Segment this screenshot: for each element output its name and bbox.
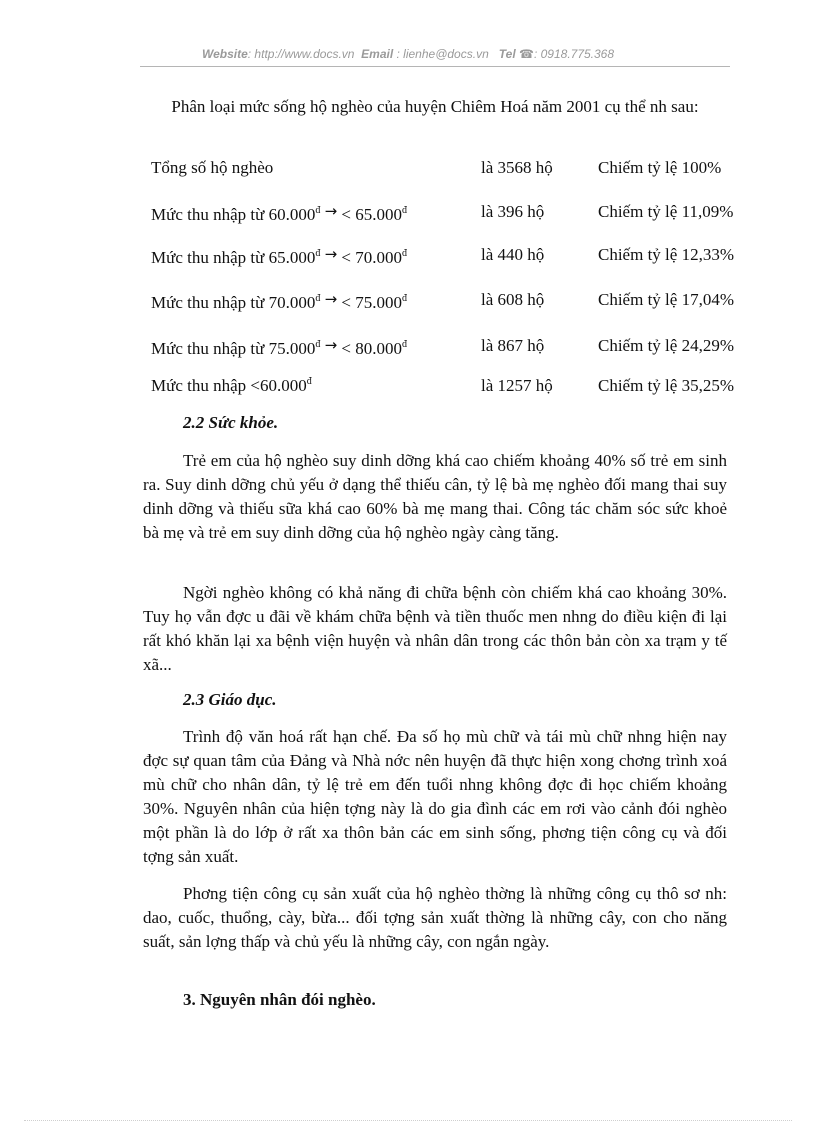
row-count: là 396 hộ bbox=[481, 202, 545, 221]
row-ratio: Chiếm tỷ lệ 100% bbox=[598, 158, 722, 177]
arrow-icon: → bbox=[324, 245, 338, 263]
table-row bbox=[151, 158, 761, 186]
row-ratio: Chiếm tỷ lệ 12,33% bbox=[598, 245, 734, 264]
row-count: là 867 hộ bbox=[481, 336, 545, 355]
table-row bbox=[151, 245, 761, 273]
section-title-nguyen-nhan: 3. Nguyên nhân đói nghèo. bbox=[183, 990, 376, 1009]
table-row bbox=[151, 290, 761, 318]
page-title: Phân loại mức sống hộ nghèo của huyện Chiêm Hoá năm 2001 cụ thể nh sau: bbox=[171, 97, 699, 116]
page-header bbox=[0, 47, 816, 61]
arrow-icon: → bbox=[324, 290, 338, 308]
paragraph: Phơng tiện công cụ sản xuất của hộ nghèo thờng là những công cụ thô sơ nh: dao, cuốc, thuổng, cày, bừa... đối tợng sản xuất thờng là những cây, con cho năng suất, sản lợng thấp và chủ yếu là những cây, con ngắn ngày. bbox=[143, 884, 727, 951]
row-count: là 3568 hộ bbox=[481, 158, 553, 177]
table-row bbox=[151, 336, 761, 364]
row-ratio: Chiếm tỷ lệ 35,25% bbox=[598, 376, 734, 395]
row-label: Mức thu nhập $<60.000^đ$ bbox=[151, 376, 312, 395]
section-title-giao-duc: 2.3 Giáo dục. bbox=[183, 690, 277, 709]
website-label: Website bbox=[201, 47, 248, 61]
row-ratio: Chiếm tỷ lệ 17,04% bbox=[598, 290, 734, 309]
email-value[interactable]: : lienhe@docs.vn bbox=[393, 47, 489, 61]
arrow-icon: → bbox=[324, 336, 338, 354]
row-label: Mức thu nhập từ $60.000^đ$ → < $65.000^đ$ bbox=[151, 202, 408, 224]
header-divider bbox=[140, 66, 730, 67]
paragraph: Ngời nghèo không có khả năng đi chữa bệnh còn chiếm khá cao khoảng 30%. Tuy họ vẫn đợc u đãi về khám chữa bệnh và tiền thuốc men nhng do điều kiện đi lại rất khó khăn lại xa bệnh viện huyện và nhân dân trong các thôn bản còn xa trạm y tế xã... bbox=[143, 583, 727, 674]
row-ratio: Chiếm tỷ lệ 11,09% bbox=[598, 202, 734, 221]
website-value[interactable]: : http://www.docs.vn bbox=[247, 47, 355, 61]
row-label: Mức thu nhập từ $65.000^đ$ → < $70.000^đ$ bbox=[151, 245, 408, 267]
row-label: Mức thu nhập từ $70.000^đ$ → < $75.000^đ$ bbox=[151, 290, 408, 312]
row-label: Tổng số hộ nghèo bbox=[151, 158, 274, 177]
row-count: là 608 hộ bbox=[481, 290, 545, 309]
tel-label: Tel bbox=[498, 47, 516, 61]
paragraph: Trình độ văn hoá rất hạn chế. Đa số họ mù chữ và tái mù chữ nhng hiện nay đợc sự quan tâm của Đảng và Nhà nớc nên huyện đã thực hiện xong chơng trình xoá mù chữ cho nhân dân, tỷ lệ trẻ em đến tuổi nhng không đợc đi học chiếm khoảng 30%. Nguyên nhân của hiện tợng này là do gia đình các em rơi vào cảnh đói nghèo một phần là do lớp ở rất xa thôn bản các em sinh sống, phơng tiện công cụ và đối tợng sản xuất. bbox=[143, 727, 727, 866]
table-row bbox=[151, 376, 761, 404]
arrow-icon: → bbox=[324, 202, 338, 220]
row-ratio: Chiếm tỷ lệ 24,29% bbox=[598, 336, 734, 355]
paragraph: Trẻ em của hộ nghèo suy dinh dỡng khá cao chiếm khoảng 40% số trẻ em sinh ra. Suy dinh dỡng chủ yếu ở dạng thể thiếu cân, tỷ lệ bà mẹ nghèo đối mang thai suy dinh dỡng và thiếu sữa khá cao 60% bà mẹ mang thai. Công tác chăm sóc sức khoẻ bà mẹ và trẻ em suy dinh dỡng của hộ nghèo ngày càng tăng. bbox=[143, 451, 727, 542]
footer-divider bbox=[24, 1120, 792, 1121]
tel-value: ☎: 0918.775.368 bbox=[515, 47, 615, 61]
section-title-suc-khoe: 2.2 Sức khỏe. bbox=[183, 413, 279, 432]
row-label: Mức thu nhập từ $75.000^đ$ → < $80.000^đ$ bbox=[151, 336, 408, 358]
row-count: là 1257 hộ bbox=[481, 376, 553, 395]
table-row bbox=[151, 202, 761, 230]
email-label: Email bbox=[361, 47, 394, 61]
row-count: là 440 hộ bbox=[481, 245, 545, 264]
